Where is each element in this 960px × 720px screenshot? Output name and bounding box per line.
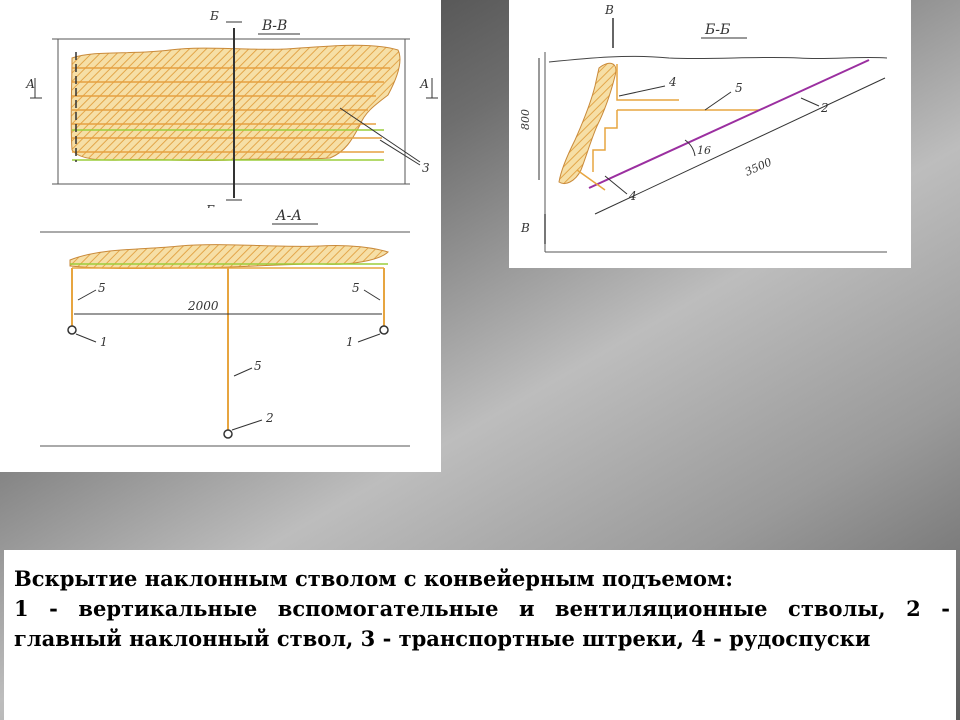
callout-3-label: 3 xyxy=(422,161,430,175)
caption-legend: 1 - вертикальные вспомогательные и вентиляционные стволы, 2 - главный наклонный ствол, 3 - транспортные штреки, 4 - рудоспуски xyxy=(14,596,950,651)
section-aa-panel xyxy=(0,208,441,472)
label-5: 5 xyxy=(735,81,743,95)
leader-1-left xyxy=(76,334,96,342)
label-5-left: 5 xyxy=(98,281,106,295)
dimension-3500: 3500 xyxy=(742,155,774,179)
dimension-2000: 2000 xyxy=(188,299,219,313)
dimension-800: 800 xyxy=(519,109,532,130)
ore-layer xyxy=(70,245,388,269)
plan-diagram xyxy=(0,0,441,208)
cut-a-left-label: А xyxy=(26,77,36,91)
caption-title: Вскрытие наклонным стволом с конвейерным подъемом: xyxy=(14,566,734,591)
inclined-shaft-2 xyxy=(589,60,869,188)
leader-5 xyxy=(705,92,731,110)
section-label-bb: Б-Б xyxy=(705,22,731,38)
leader-2-right xyxy=(801,98,819,106)
cut-b-top-label: Б xyxy=(210,9,219,23)
caption-box xyxy=(4,550,956,720)
leader-5-left xyxy=(78,290,96,300)
leader-5-right xyxy=(364,290,380,300)
section-bb-diagram xyxy=(509,0,911,268)
surface-profile xyxy=(549,56,887,62)
section-aa-diagram xyxy=(0,208,441,472)
angle-16: 16 xyxy=(697,144,711,157)
shaft-1-left-symbol xyxy=(68,326,76,334)
label-1-right: 1 xyxy=(346,335,354,349)
leader-5-center xyxy=(234,368,252,376)
shaft-1-right-symbol xyxy=(380,326,388,334)
label-4-bottom: 4 xyxy=(629,189,637,203)
leader-2 xyxy=(232,420,262,430)
section-bb-panel xyxy=(509,0,911,268)
ore-body-section xyxy=(559,63,616,183)
dimension-length-line xyxy=(595,78,885,214)
leader-1-right xyxy=(358,334,380,342)
shaft-2-symbol xyxy=(224,430,232,438)
cut-v-bottom-label: В xyxy=(521,221,530,235)
leader-4-bottom xyxy=(605,176,627,194)
leader-4-top xyxy=(619,86,665,96)
label-5-right: 5 xyxy=(352,281,360,295)
section-label-vv: В-В xyxy=(262,18,288,34)
ore-body xyxy=(71,45,400,160)
cut-v-top-label: В xyxy=(605,3,614,17)
label-5-center: 5 xyxy=(254,359,262,373)
label-4-top: 4 xyxy=(669,75,677,89)
label-2: 2 xyxy=(266,411,274,425)
section-label-aa: А-А xyxy=(276,208,302,224)
label-2-right: 2 xyxy=(821,101,829,115)
plan-diagram-panel xyxy=(0,0,441,208)
cut-a-right-label: А xyxy=(420,77,430,91)
label-1-left: 1 xyxy=(100,335,108,349)
callout-3-leader-2 xyxy=(380,140,420,165)
